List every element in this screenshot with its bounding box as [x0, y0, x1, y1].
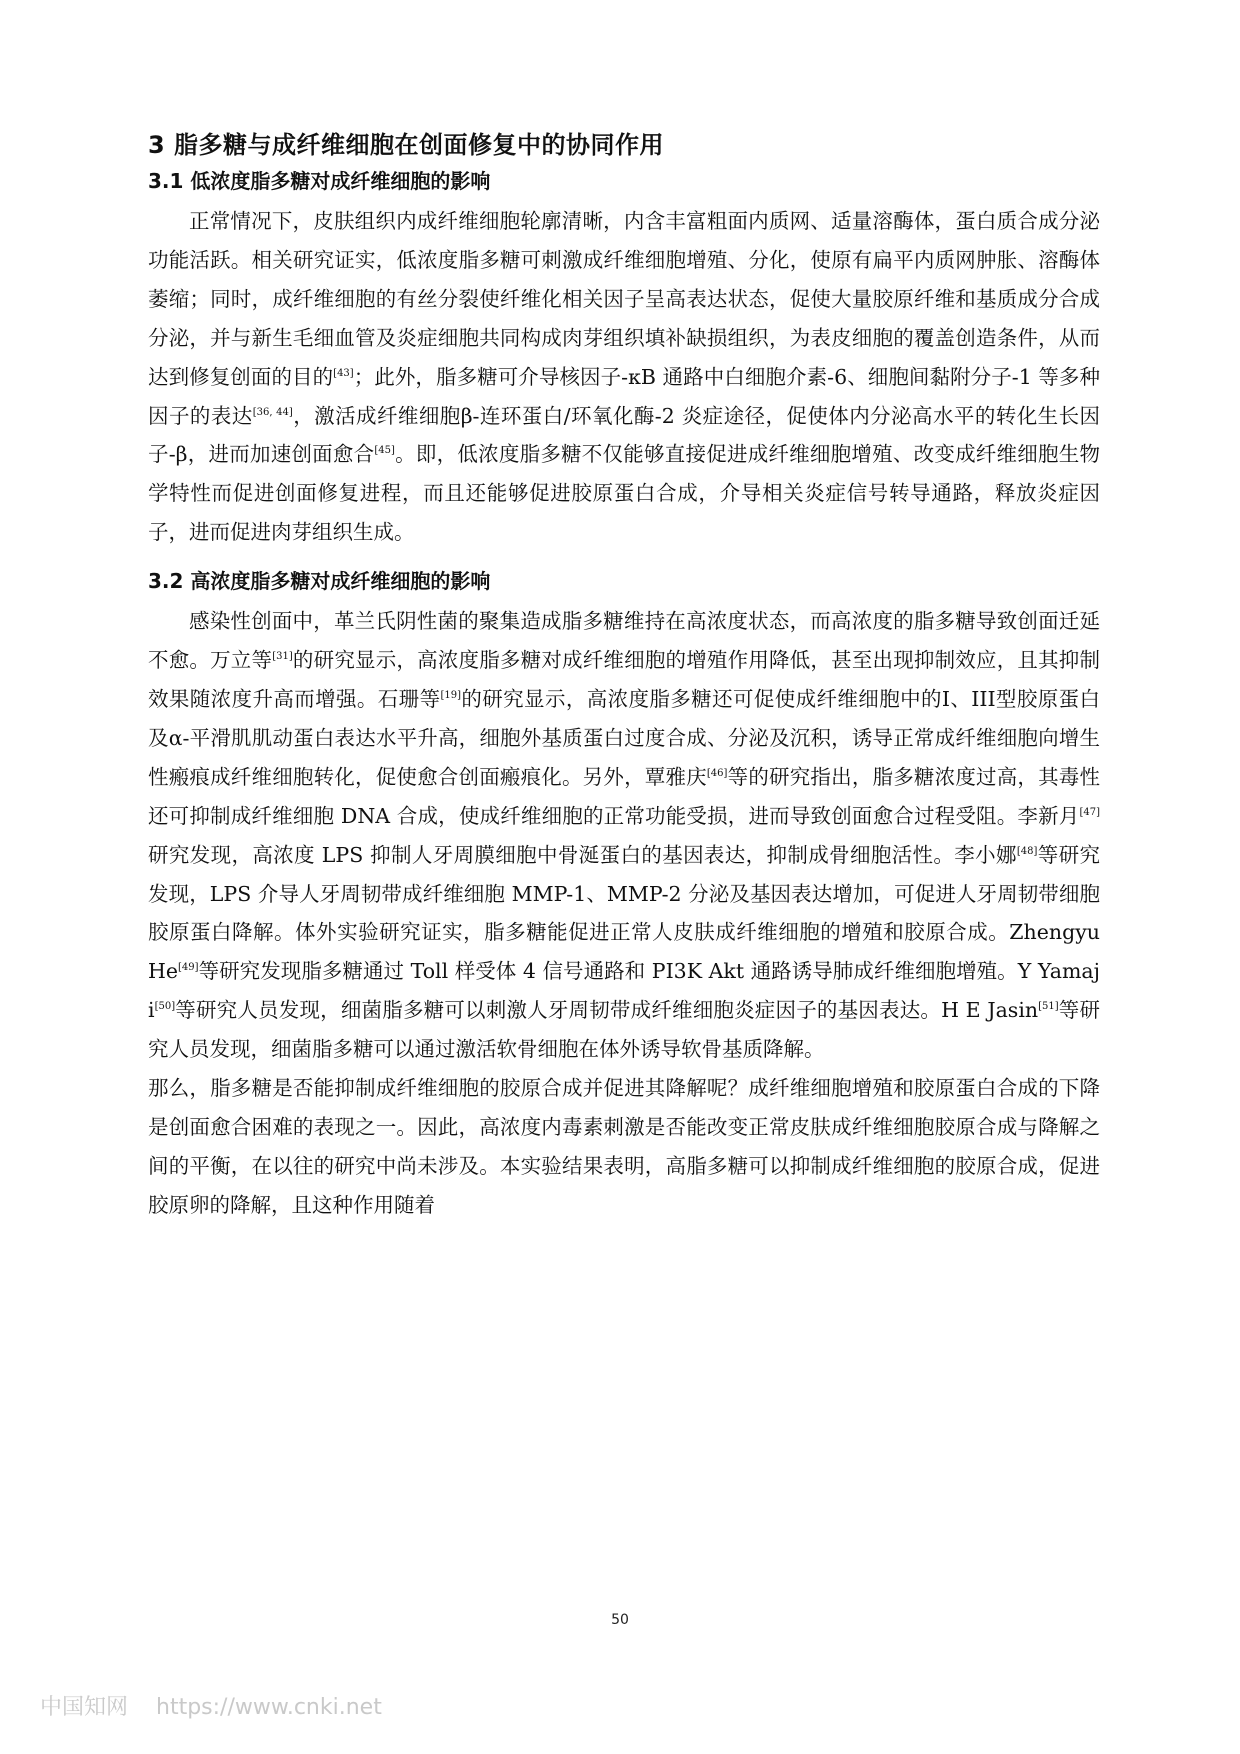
paragraph-text: 的研究显示，高浓度脂多糖对成纤维细胞的增殖作用降低，甚至出现抑制效应，且其抑制效果随浓度升高而增强。石珊等 [148, 648, 1101, 711]
body-paragraph [148, 602, 1100, 1069]
body-paragraph [148, 202, 1100, 552]
paragraph-text: ，激活成纤维细胞β-连环蛋白/环氧化酶-2 炎症途径，促使体内分泌高水平的转化生长因子-β，进而加速创面愈合 [148, 403, 1101, 467]
citation-marker: [31] [272, 651, 293, 663]
section-heading: 3 脂多糖与成纤维细胞在创面修复中的协同作用 [148, 131, 665, 159]
citation-marker: [46] [706, 767, 728, 779]
page-content [148, 128, 1100, 1225]
cnki-watermark [40, 1690, 382, 1721]
paragraph-text: 等研究发现，LPS 介导人牙周韧带成纤维细胞 MMP-1、MMP-2 分泌及基因表达增加，可促进人牙周韧带细胞胶原蛋白降解。体外实验研究证实，脂多糖能促进正常人皮肤成纤维细胞的增殖和胶原合成。Zhengyu He [148, 842, 1101, 984]
citation-marker: [49] [178, 962, 199, 974]
watermark-brand: 中国知网 [40, 1695, 129, 1720]
subsection-heading: 3.2 高浓度脂多糖对成纤维细胞的影响 [148, 569, 491, 594]
citation-marker: [19] [440, 690, 461, 702]
paragraph-text: 。即，低浓度脂多糖不仅能够直接促进成纤维细胞增殖、改变成纤维细胞生物学特性而促进创面修复进程，而且还能够促进胶原蛋白合成，介导相关炎症信号转导通路，释放炎症因子，进而促进肉芽组织生成。 [148, 442, 1100, 545]
paragraph-text: 等的研究指出，脂多糖浓度过高，其毒性还可抑制成纤维细胞 DNA 合成，使成纤维细胞的正常功能受损，进而导致创面愈合过程受阻。李新月 [148, 764, 1101, 828]
citation-marker: [45] [374, 445, 395, 457]
citation-marker: [50] [154, 1001, 176, 1013]
paragraph-text: 那么，脂多糖是否能抑制成纤维细胞的胶原合成并促进其降解呢？成纤维细胞增殖和胶原蛋白合成的下降是创面愈合困难的表现之一。因此，高浓度内毒素刺激是否能改变正常皮肤成纤维细胞胶原合成与降解之间的平衡，在以往的研究中尚未涉及。本实验结果表明，高脂多糖可以抑制成纤维细胞的胶原合成，促进胶原卵的降解，且这种作用随着 [148, 1076, 1100, 1217]
paragraph-text: 的研究显示，高浓度脂多糖还可促使成纤维细胞中的I、III型胶原蛋白及α-平滑肌肌动蛋白表达水平升高，细胞外基质蛋白过度合成、分泌及沉积，诱导正常成纤维细胞向增生性瘢痕成纤维细胞转化，促使愈合创面瘢痕化。另外，覃雅庆 [148, 686, 1100, 789]
citation-marker: [48] [1016, 845, 1038, 857]
page-number: 50 [611, 1612, 629, 1628]
subsections-container [148, 166, 1100, 1225]
paragraph-text: 等研究人员发现，细菌脂多糖可以通过激活软骨细胞在体外诱导软骨基质降解。 [148, 998, 1101, 1062]
paragraph-text: ；此外，脂多糖可介导核因子-κB 通路中白细胞介素-6、细胞间黏附分子-1 等多种因子的表达 [148, 364, 1100, 428]
subsection-heading: 3.1 低浓度脂多糖对成纤维细胞的影响 [148, 169, 491, 193]
body-paragraph [148, 1069, 1100, 1225]
subsection-spacer [148, 552, 1100, 566]
paragraph-text: 等研究人员发现，细菌脂多糖可以刺激人牙周韧带成纤维细胞炎症因子的基因表达。H E Jasin [175, 998, 1039, 1023]
paragraph-text: 研究发现，高浓度 LPS 抑制人牙周膜细胞中骨涎蛋白的基因表达，抑制成骨细胞活性。李小娜 [148, 842, 1017, 867]
citation-marker: [43] [333, 367, 354, 379]
citation-marker: [47] [1079, 806, 1100, 818]
paragraph-text: 正常情况下，皮肤组织内成纤维细胞轮廓清晰，内含丰富粗面内质网、适量溶酶体，蛋白质合成分泌功能活跃。相关研究证实，低浓度脂多糖可刺激成纤维细胞增殖、分化，使原有扁平内质网肿胀、溶酶体萎缩；同时，成纤维细胞的有丝分裂使纤维化相关因子呈高表达状态，促使大量胶原纤维和基质成分合成分泌，并与新生毛细血管及炎症细胞共同构成肉芽组织填补缺损组织，为表皮细胞的覆盖创造条件，从而达到修复创面的目的 [148, 209, 1100, 389]
paragraph-text: 感染性创面中，革兰氏阴性菌的聚集造成脂多糖维持在高浓度状态，而高浓度的脂多糖导致创面迁延不愈。万立等 [148, 609, 1100, 673]
citation-marker: [51] [1038, 1001, 1059, 1013]
watermark-url: https://www.cnki.net [156, 1695, 382, 1720]
paragraph-text: 等研究发现脂多糖通过 Toll 样受体 4 信号通路和 PI3K Akt 通路诱导肺成纤维细胞增殖。Y Yamaji [148, 959, 1100, 1023]
citation-marker: [36, 44] [252, 406, 293, 418]
